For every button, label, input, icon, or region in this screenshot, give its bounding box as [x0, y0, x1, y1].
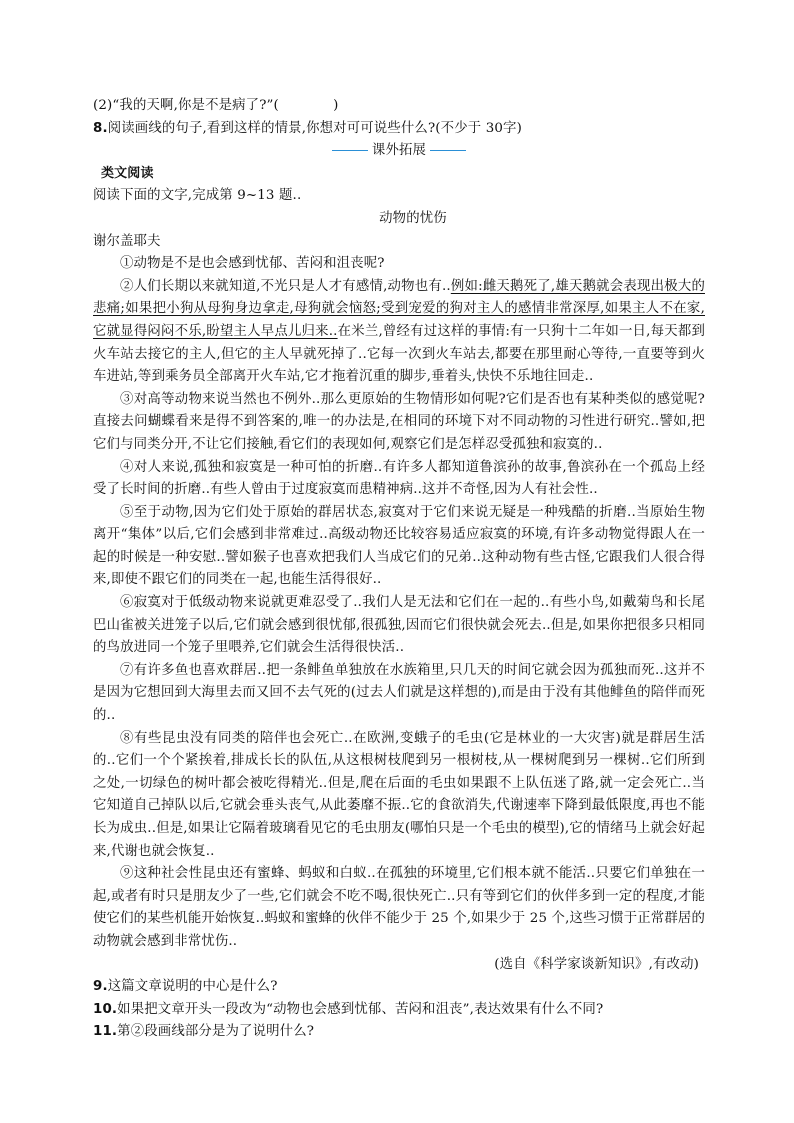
question-text: 这篇文章说明的中心是什么? [107, 979, 278, 995]
paragraph-3: ③对高等动物来说当然也不例外..那么更原始的生物情形如何呢?它们是否也有某种类似的感觉呢?直接去问蝴蝶看来是得不到答案的,唯一的办法是,在相同的环境下对不同动物的习性进行研究..譬如,把它们与同类分开,不让它们接触,看它们的表现如何,观察它们是怎样忍受孤独和寂寞的.. [93, 391, 705, 452]
reading-instruction: 阅读下面的文字,完成第 9~13 题.. [93, 188, 302, 204]
section-subhead: 类文阅读 [101, 165, 154, 181]
paragraph-2-intro: ②人们长期以来就知道,不光只是人才有感情,动物也有.. [120, 278, 451, 294]
question-8 [93, 118, 705, 141]
paragraph-8: ⑧有些昆虫没有同类的陪伴也会死亡..在欧洲,变蛾子的毛虫(它是林业的一大灾害)就是群居生活的..它们一个个紧挨着,排成长长的队伍,从这根树枝爬到另一根树枝,从一棵树爬到另一棵树..它们所到之处,一切绿色的树叶都会被吃得精光..但是,爬在后面的毛虫如果跟不上队伍迷了路,就一定会死亡..当它知道自己掉队以后,它就会垂头丧气,从此萎靡不振..它的食欲消失,代谢速率下降到最低限度,再也不能长为成虫..但是,如果让它隔着玻璃看见它的毛虫朋友(哪怕只是一个毛虫的模型),它的情绪马上就会好起来,代谢也就会恢复.. [93, 730, 705, 859]
article-author: 谢尔盖耶夫 [93, 233, 161, 249]
question-text: 如果把文章开头一段改为“动物也会感到忧郁、苦闷和沮丧”,表达效果有什么不同? [117, 1001, 604, 1017]
question-10 [93, 999, 705, 1022]
question-9 [93, 976, 705, 999]
paragraph-6: ⑥寂寞对于低级动物来说就更难忍受了..我们人是无法和它们在一起的..有些小鸟,如戴菊鸟和长尾巴山雀被关进笼子以后,它们就会感到很忧郁,很孤独,因而它们很快就会死去..但是,如果你把很多只相同的鸟放进同一个笼子里喂养,它们就会生活得很快活.. [93, 595, 705, 656]
question-8-text: 阅读画线的句子,看到这样的情景,你想对可可说些什么?(不少于 30字) [107, 120, 522, 136]
paragraph-4: ④对人来说,孤独和寂寞是一种可怕的折磨..有许多人都知道鲁滨孙的故事,鲁滨孙在一个孤岛上经受了长时间的折磨..有些人曾由于过度寂寞而患精神病..这并不奇怪,因为人有社会性.. [93, 459, 705, 498]
paragraph-5: ⑤至于动物,因为它们处于原始的群居状态,寂寞对于它们来说无疑是一种残酷的折磨..当原始生物离开“集体”以后,它们会感到非常难过..高级动物还比较容易适应寂寞的环境,有许多动物觉得跟人在一起的时候是一种安慰..譬如猴子也喜欢把我们人当成它们的兄弟..这种动物有些古怪,它跟我们人很合得来,即使不跟它们的同类在一起,也能生活得很好.. [93, 504, 705, 588]
paragraph-2 [93, 276, 705, 389]
section-heading [93, 140, 705, 163]
paragraph-1: ①动物是不是也会感到忧郁、苦闷和沮丧呢? [120, 256, 385, 272]
document-content [93, 95, 705, 1044]
question-number: 10. [93, 1001, 118, 1017]
question-8-number: 8. [93, 120, 108, 136]
question-number: 11. [93, 1024, 118, 1040]
paragraph-2-rest: 在米兰,曾经有过这样的事情:有一只狗十二年如一日,每天都到火车站去接它的主人,但它的主人早就死掉了..它每一次到火车站去,都要在那里耐心等待,一直要等到火车进站,等到乘务员全部离开火车站,它才拖着沉重的脚步,垂着头,快快不乐地往回走.. [93, 323, 705, 385]
article-title: 动物的忧伤 [379, 210, 447, 226]
question-number: 9. [93, 979, 108, 995]
heading-rule-right [430, 150, 466, 151]
heading-rule-left [332, 150, 368, 151]
article-body [93, 253, 705, 953]
paragraph-7: ⑦有许多鱼也喜欢群居..把一条鲱鱼单独放在水族箱里,只几天的时间它就会因为孤独而死..这并不是因为它想回到大海里去而又回不去气死的(过去人们就是这样想的),而是由于没有其他鲱鱼的陪伴而死的.. [93, 662, 705, 724]
section-heading-text: 课外拓展 [371, 143, 427, 159]
paragraph-2-underlined: 例如:雌天鹅死了,雄天鹅就会表现出极大的悲痛;如果把小狗从母狗身边拿走,母狗就会恼怒;受到宠爱的狗对主人的感情非常深厚,如果主人不在家,它就显得闷闷不乐,盼望主人早点儿归来.. [93, 278, 705, 339]
question-text: 第②段画线部分是为了说明什么? [117, 1024, 315, 1040]
question-11 [93, 1021, 705, 1044]
article-source: (选自《科学家谈新知识》,有改动) [494, 956, 699, 972]
paragraph-9: ⑨这种社会性昆虫还有蜜蜂、蚂蚁和白蚁..在孤独的环境里,它们根本就不能活..只要它们单独在一起,或者有时只是朋友少了一些,它们就会不吃不喝,很快死亡..只有等到它们的伙伴多到一定的程度,才能使它们的某些机能开始恢复..蚂蚁和蜜蜂的伙伴不能少于 25 个,如果少于 25 个,这些习惯于正常群居的动物就会感到非常忧伤.. [93, 866, 705, 949]
question-7-2: (2)“我的天啊,你是不是病了?”( ) [93, 98, 339, 113]
